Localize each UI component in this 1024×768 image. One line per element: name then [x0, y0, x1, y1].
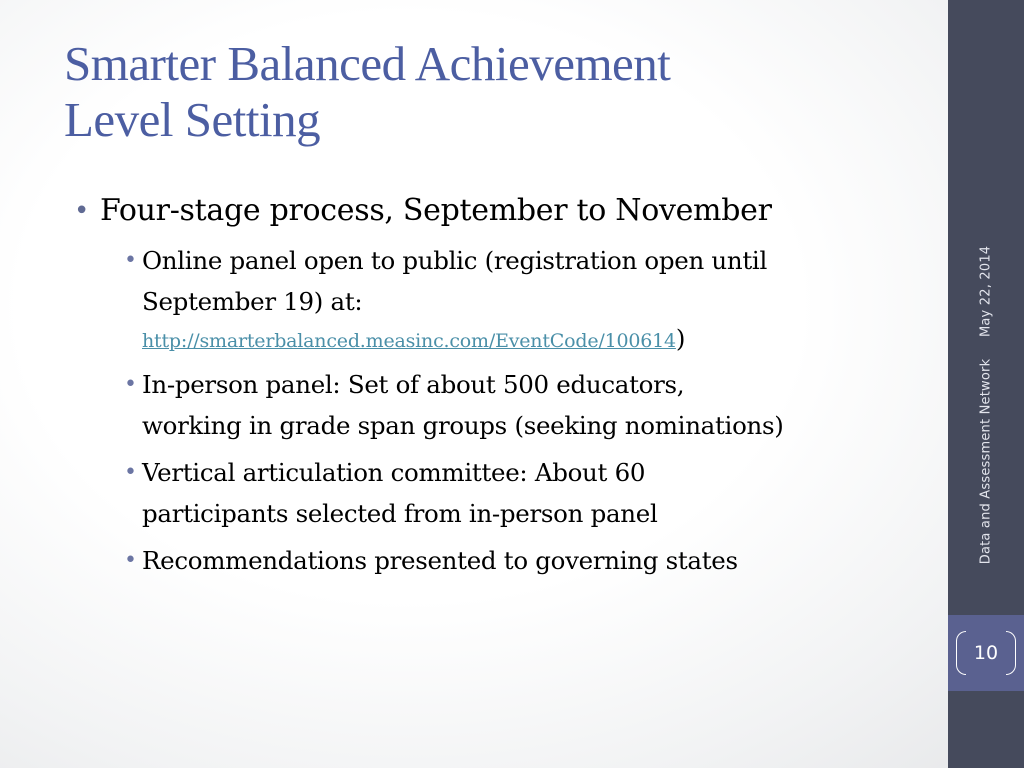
bullet-list	[74, 190, 934, 581]
sub-bullet-item-in-person-panel	[108, 364, 934, 446]
page-number: 10	[973, 642, 999, 664]
sub-bullet-item-online-panel	[108, 240, 934, 358]
registration-link[interactable]: http://smarterbalanced.measinc.com/EventCode/100614	[142, 330, 676, 352]
slide-title-line-2: Level Setting	[64, 92, 321, 147]
sub-bullet-text: participants selected from in-person panel	[142, 499, 658, 528]
page-number-box	[948, 615, 1024, 691]
slide-title-line-1: Smarter Balanced Achievement	[64, 36, 671, 91]
slide-content	[74, 190, 934, 587]
bullet-item	[74, 190, 934, 581]
sub-bullet-list	[100, 240, 934, 581]
slide-title	[64, 36, 924, 148]
closing-paren: )	[675, 324, 686, 353]
sub-bullet-text: September 19) at:	[142, 287, 363, 316]
sidebar-footer-text: Data and Assessment Network May 22, 2014	[978, 245, 994, 565]
sub-bullet-text: Online panel open to public (registration open until	[142, 246, 768, 275]
sub-bullet-item-recommendations	[108, 540, 934, 581]
sub-bullet-text: Recommendations presented to governing states	[142, 546, 738, 575]
sub-bullet-text: Vertical articulation committee: About 60	[142, 458, 646, 487]
sub-bullet-text: In-person panel: Set of about 500 educators,	[142, 370, 685, 399]
sub-bullet-text: working in grade span groups (seeking nominations)	[142, 411, 784, 440]
sub-bullet-item-vertical-articulation	[108, 452, 934, 534]
link-line	[142, 322, 934, 358]
bullet-text: Four-stage process, September to November	[100, 193, 772, 228]
